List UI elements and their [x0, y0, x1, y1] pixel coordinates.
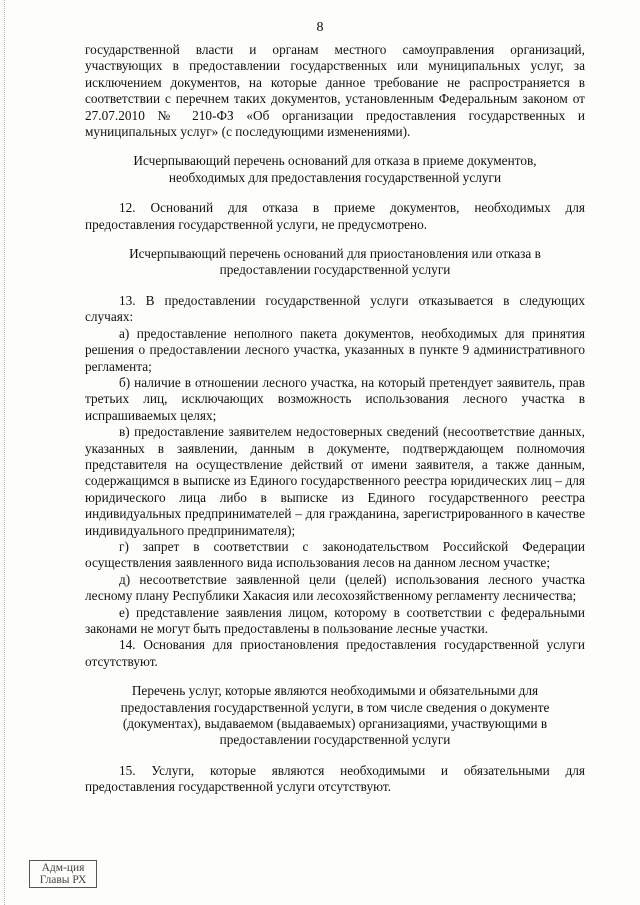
paragraph-continuation: государственной власти и органам местного самоуправления организаций, участвующих в предоставлении государственных или муниципальных услуг, за исключением документов, на которые данное требование не распространяется в соответствии с перечнем таких документов, установленным Федеральным законом от 27.07.2010 № 210-ФЗ «Об организации предоставления государственных и муниципальных услуг» (с последующими изменениями).: [85, 42, 585, 140]
margin-perforation: [4, 0, 9, 905]
registration-stamp: [29, 860, 97, 888]
stamp-line-2: Главы РХ: [39, 874, 87, 886]
section-heading-suspension-refusal: Исчерпывающий перечень оснований для приостановления или отказа в предоставлении государственной услуги: [129, 246, 541, 278]
document-body: [85, 42, 585, 796]
list-item-b: б) наличие в отношении лесного участка, на который претендует заявитель, прав третьих лиц, исключающих возможность использования лесного участка в испрашиваемых целях;: [85, 374, 585, 423]
stamp-line-1: Адм-ция: [41, 862, 85, 874]
paragraph-15: 15. Услуги, которые являются необходимыми и обязательными для предоставления государственной услуги отсутствуют.: [85, 762, 585, 795]
paragraph-13: 13. В предоставлении государственной услуги отказывается в следующих случаях:: [85, 292, 585, 325]
paragraph-12: 12. Оснований для отказа в приеме документов, необходимых для предоставления государственной услуги, не предусмотрено.: [85, 200, 585, 232]
list-item-a: а) предоставление неполного пакета документов, необходимых для принятия решения о предоставлении лесного участка, указанных в пункте 9 административного регламента;: [85, 325, 585, 374]
list-item-d: д) несоответствие заявленной цели (целей) использования лесного участка лесному плану Республики Хакасия или лесохозяйственному регламенту лесничества;: [85, 571, 585, 604]
paragraph-14: 14. Основания для приостановления предоставления государственной услуги отсутствуют.: [85, 637, 585, 669]
section-heading-required-services: Перечень услуг, которые являются необходимыми и обязательными для предоставления государственной услуги, в том числе сведения о документе (документах), выдаваемом (выдаваемых) организациями, участвующими в предоставлении государственной услуги: [120, 683, 550, 748]
page-number: 8: [316, 20, 324, 35]
list-item-g: г) запрет в соответствии с законодательством Российской Федерации осуществления заявленного вида использования лесов на данном лесном участке;: [85, 538, 585, 571]
list-item-e: е) представление заявления лицом, которому в соответствии с федеральными законами не могут быть предоставлены в пользование лесные участки.: [85, 604, 585, 636]
list-item-v: в) предоставление заявителем недостоверных сведений (несоответствие данных, указанных в заявлении, данным в документе, подтверждающем полномочия представителя на осуществление действий от имени заявителя, а также данным, содержащимся в выписке из Единого государственного реестра юридических лиц – для юридического лица либо в выписке из Единого государственного реестра индивидуальных предпринимателей – для гражданина, зарегистрированного в качестве индивидуального предпринимателя);: [85, 424, 585, 538]
section-heading-refusal-acceptance: Исчерпывающий перечень оснований для отказа в приеме документов, необходимых для предоставления государственной услуги: [133, 153, 537, 185]
